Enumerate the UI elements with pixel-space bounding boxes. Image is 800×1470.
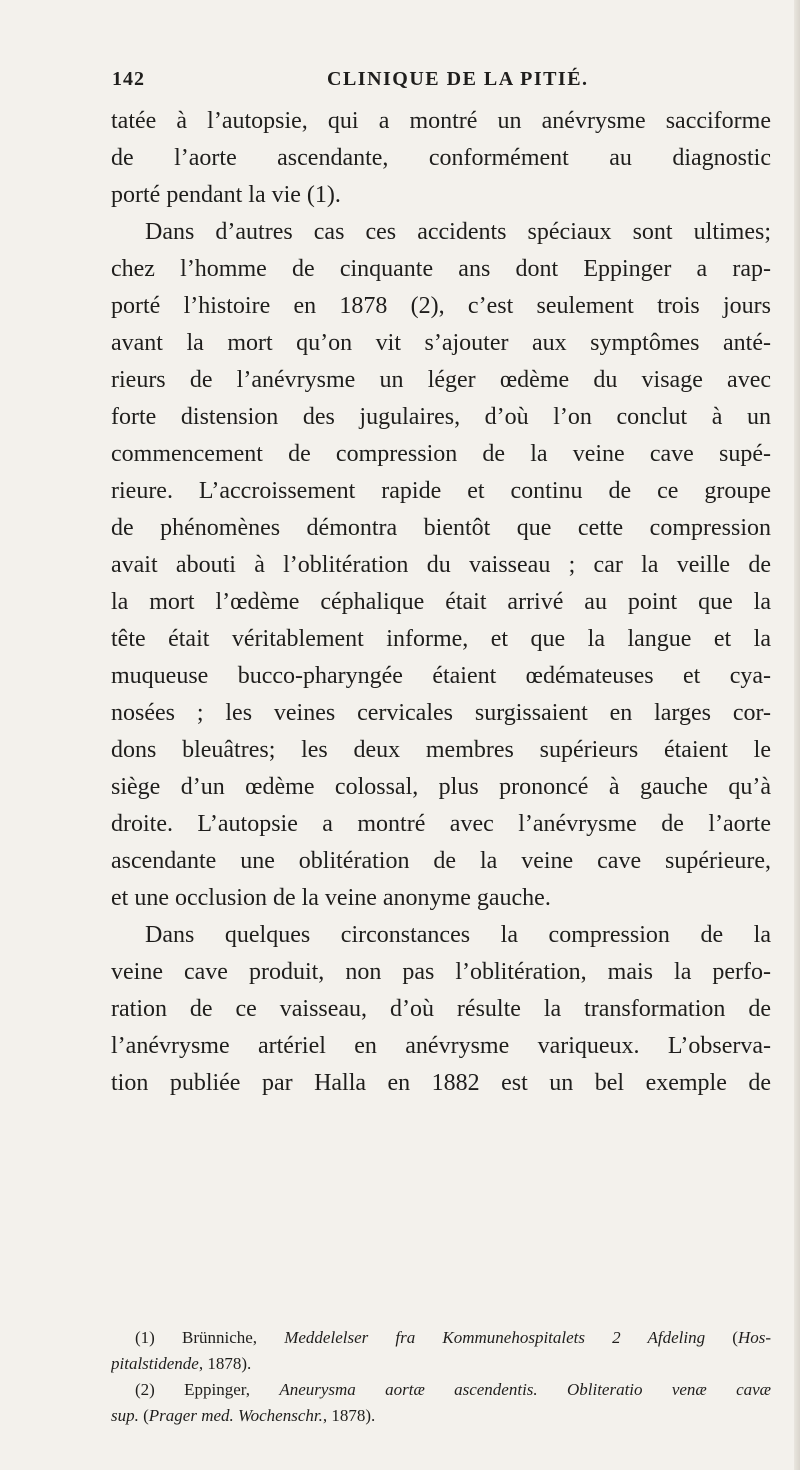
footnote-1-marker: (1) Brünniche, [135,1328,285,1347]
footnote-1-continued [111,1351,771,1377]
text-line: nosées ; les veines cervicales surgissaient en larges cor- [111,700,771,726]
footnote-1 [111,1325,771,1351]
text-line: porté pendant la vie (1). [111,182,341,208]
text-line: tion publiée par Halla en 1882 est un bel exemple de [111,1070,771,1096]
footnote-2-journal: Prager med. Wochenschr. [148,1406,323,1425]
footnote-2-title: Aneurysma aortæ ascendentis. Obliteratio venæ cavæ [279,1380,771,1399]
page-edge-shadow [794,0,800,1470]
footnote-1-title: Meddelelser fra Kommunehospitalets 2 Afdeling [284,1328,706,1347]
text-line: porté l’histoire en 1878 (2), c’est seulement trois jours [111,293,771,319]
footnotes [111,1325,771,1429]
text-line: de l’aorte ascendante, conformément au diagnostic [111,145,771,171]
footnote-2-continued [111,1403,771,1429]
footnote-1-journal-start: Hos- [737,1328,771,1347]
footnote-1-year: , 1878). [198,1354,252,1373]
text-line: tête était véritablement informe, et que la langue et la [111,626,771,652]
text-line: Dans quelques circonstances la compression de la [145,922,771,948]
text-line: l’anévrysme artériel en anévrysme variqueux. L’observa- [111,1033,771,1059]
text-line: ascendante une oblitération de la veine cave supérieure, [111,848,771,874]
text-line: veine cave produit, non pas l’oblitération, mais la perfo- [111,959,771,985]
text-line: dons bleuâtres; les deux membres supérieurs étaient le [111,737,771,763]
text-line: la mort l’œdème céphalique était arrivé au point que la [111,589,771,615]
page-number: 142 [112,68,145,90]
footnote-2 [111,1377,771,1403]
text-line: tatée à l’autopsie, qui a montré un anévrysme sacciforme [111,108,771,134]
text-line: siège d’un œdème colossal, plus prononcé à gauche qu’à [111,774,771,800]
footnote-1-paren: ( [705,1328,738,1347]
text-line: forte distension des jugulaires, d’où l’on conclut à un [111,404,771,430]
text-line: ration de ce vaisseau, d’où résulte la transformation de [111,996,771,1022]
text-line: droite. L’autopsie a montré avec l’anévrysme de l’aorte [111,811,771,837]
text-line: Dans d’autres cas ces accidents spéciaux sont ultimes; [145,219,771,245]
footnote-1-journal-end: pitalstidende [111,1354,199,1373]
footnote-2-marker: (2) Eppinger, [135,1380,280,1399]
text-line: commencement de compression de la veine cave supé- [111,441,771,467]
footnote-2-year: , 1878). [322,1406,376,1425]
text-line: avant la mort qu’on vit s’ajouter aux symptômes anté- [111,330,771,356]
text-line: rieure. L’accroissement rapide et continu de ce groupe [111,478,771,504]
page-header [112,68,772,96]
text-line: avait abouti à l’oblitération du vaisseau ; car la veille de [111,552,771,578]
footnote-2-title-end: sup. [111,1406,139,1425]
body-text [111,103,771,1102]
text-line: de phénomènes démontra bientôt que cette compression [111,515,771,541]
running-title: CLINIQUE DE LA PITIÉ. [327,68,589,90]
text-line: chez l’homme de cinquante ans dont Eppinger a rap- [111,256,771,282]
footnote-2-paren: ( [138,1406,149,1425]
text-line: muqueuse bucco-pharyngée étaient œdémateuses et cya- [111,663,771,689]
text-line: et une occlusion de la veine anonyme gauche. [111,885,551,911]
text-line: rieurs de l’anévrysme un léger œdème du visage avec [111,367,771,393]
